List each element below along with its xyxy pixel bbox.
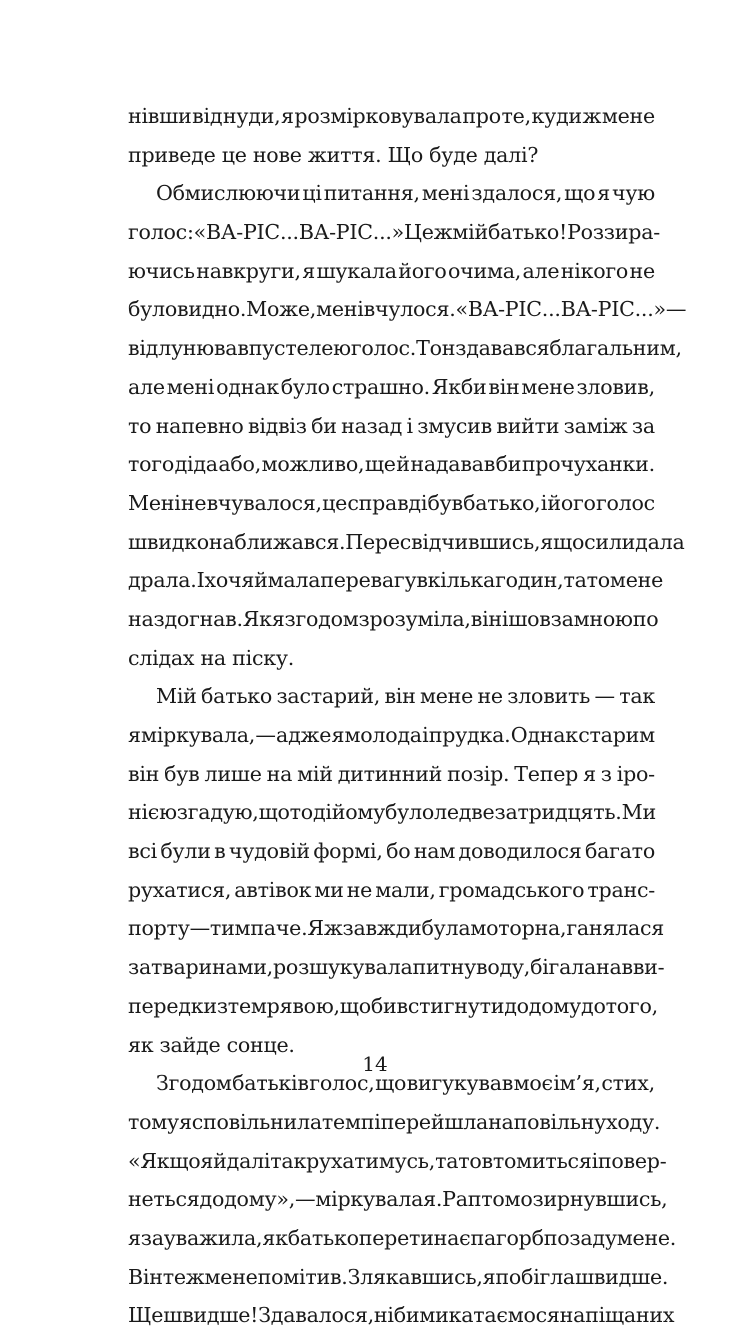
text-line: як зайде сонце. xyxy=(128,1032,295,1057)
text-line: голос: «ВА-РІС... ВА-РІС...» Це ж мій батько! Роззира- xyxy=(128,220,660,245)
text-line: Обмислюючи ці питання, мені здалося, що я чую xyxy=(156,181,655,206)
text-line: Мені не вчувалося, це справді був батько, і його голос xyxy=(128,490,655,515)
paragraph xyxy=(128,97,655,174)
text-line: приведе це нове життя. Що буде далі? xyxy=(128,142,539,167)
text-line: порту — тим паче. Я ж завжди була моторна, ганялася xyxy=(128,916,664,941)
page-number: 14 xyxy=(362,1052,388,1076)
text-line: Він теж мене помітив. Злякавшись, я побігла швидше. xyxy=(128,1264,669,1289)
text-line: швидко наближався. Пересвідчившись, я щосили дала xyxy=(128,529,685,554)
text-line: тому я сповільнила темп і перейшла на повільну ходу. xyxy=(128,1109,661,1134)
paragraph xyxy=(128,677,665,1064)
text-line: було видно. Може, мені вчулося. «ВА-РІС... ВА-РІС...» — xyxy=(128,297,687,322)
text-line: драла. І хоч я й мала перевагу в кілька годин, тато мене xyxy=(128,568,664,593)
text-line: передки з темрявою, щоби встигнути додому до того, xyxy=(128,993,658,1018)
text-line: Ще швидше! Здавалося, ніби ми катаємося на піщаних xyxy=(128,1303,675,1328)
text-line: рухатися, автівок ми не мали, громадського транс- xyxy=(128,877,655,902)
text-line: він був лише на мій дитинний позір. Тепер я з іро- xyxy=(128,761,655,786)
text-line: я міркувала, — адже я молода і прудка. Однак старим xyxy=(128,723,655,747)
text-line: Мій батько застарий, він мене не зловить — так xyxy=(156,684,655,709)
text-line: то напевно відвіз би назад і змусив вийти заміж за xyxy=(128,413,655,438)
text-line: того діда або, можливо, ще й надавав би прочуханки. xyxy=(128,452,655,477)
paragraph xyxy=(128,1064,677,1335)
text-line: слідах на піску. xyxy=(128,645,295,670)
text-line: відлунював пустелею голос. Тон здавався благальним, xyxy=(128,336,682,361)
text-line: але мені однак було страшно. Якби він мене зловив, xyxy=(128,374,655,399)
text-line: наздогнав. Як я згодом зрозуміла, він ішов за мною по xyxy=(128,606,659,631)
text-line: всі були в чудовій формі, бо нам доводилося багато xyxy=(128,839,655,864)
text-line: Згодом батьків голос, що вигукував моє ім’я, стих, xyxy=(156,1071,655,1096)
text-line: нією згадую, що тоді йому було ледве за тридцять. Ми xyxy=(128,800,656,825)
paragraph xyxy=(128,174,687,677)
text-line: за тваринами, розшукувала питну воду, бігала навви- xyxy=(128,955,665,980)
text-line: «Якщо я й далі так рухатимусь, тато втомиться і повер- xyxy=(128,1148,667,1173)
text-line: я зауважила, як батько перетинає пагорб позаду мене. xyxy=(128,1225,677,1250)
text-line: неться додому», — міркувала я. Раптом озирнувшись, xyxy=(128,1187,668,1212)
text-line: ючись навкруги, я шукала його очима, але нікого не xyxy=(128,258,655,283)
text-line: нівши від нуди, я розмірковувала про те, куди ж мене xyxy=(128,104,655,128)
body-text xyxy=(128,97,687,1335)
